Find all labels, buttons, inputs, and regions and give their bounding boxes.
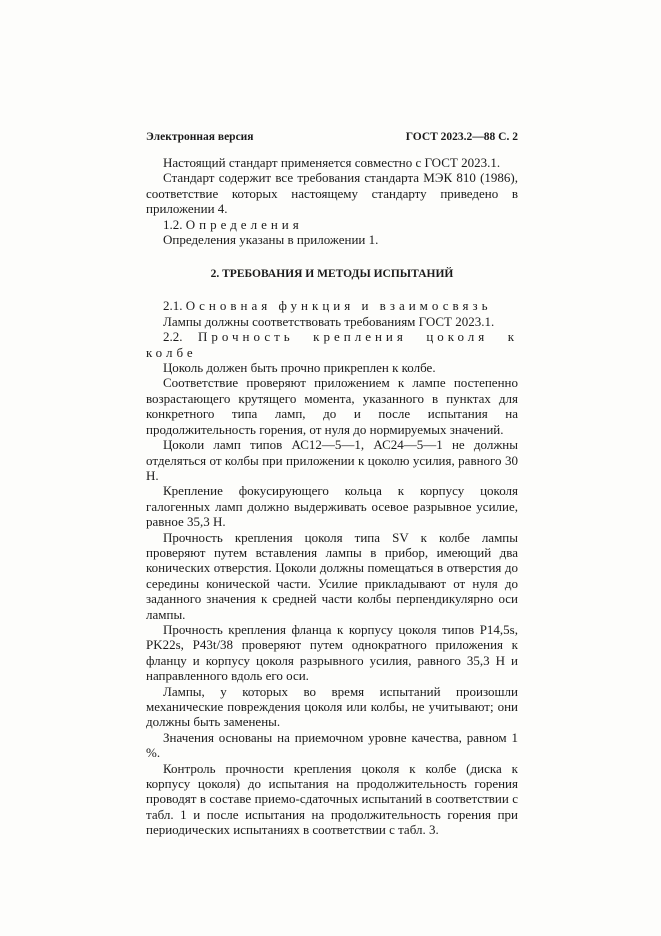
clause-2-2-paragraph: Соответствие проверяют приложением к лампе постепенно возрастающего крутящего момента, указанного в пунктах для конкретного типа ламп, до и после испытания на продолжительность горения, от нуля до нормируемых значений. [146, 375, 518, 437]
clause-2-2-paragraph: Цоколь должен быть прочно прикреплен к колбе. [163, 360, 436, 376]
clause-title: Прочность крепления цоколя к колбе [146, 329, 519, 360]
clause-number: 2.2. [163, 329, 183, 345]
running-header [146, 130, 518, 144]
clause-2-2-paragraph: Лампы, у которых во время испытаний произошли механические повреждения цоколя или колбы, не учитывают; они должны быть заменены. [146, 683, 518, 730]
clause-title: Определения [185, 216, 303, 232]
clause-2-2-heading [146, 329, 518, 360]
clause-2-2-paragraph: Прочность крепления цоколя типа SV к колбе лампы проверяют путем вставления лампы в прибор, имеющий два конических отверстия. Цоколи должны помещаться в отверстия до середины конической части. Усилие прикладывают от нуля до заданного значения к средней части колбы перпендикулярно оси лампы. [146, 529, 518, 622]
document-body [146, 155, 518, 838]
clause-number: 2.1. [163, 298, 183, 314]
clause-1-2-heading [146, 217, 518, 232]
clause-2-2-paragraph: Крепление фокусирующего кольца к корпусу цоколя галогенных ламп должно выдерживать осевое разрывное усилие, равное 35,3 Н. [146, 483, 518, 530]
clause-2-2-paragraph: Контроль прочности крепления цоколя к колбе (диска к корпусу цоколя) до испытания на продолжительность горения проводят в составе приемо-сдаточных испытаний в соответствии с табл. 1 и после испытания на продолжительность горения при периодических испытаниях в соответствии с табл. 3. [146, 760, 518, 838]
paragraph-intro-2: Стандарт содержит все требования стандарта МЭК 810 (1986), соответствие которых настоящему стандарту приведено в приложении 4. [146, 170, 518, 217]
clause-number: 1.2. [163, 216, 183, 232]
clause-2-2-paragraph: Значения основаны на приемочном уровне качества, равном 1 %. [146, 729, 518, 761]
clause-2-2-paragraph: Цоколи ламп типов АС12—5—1, АС24—5—1 не должны отделяться от колбы при приложении к цоколю усилия, равного 30 Н. [146, 437, 518, 483]
clause-1-2-text: Определения указаны в приложении 1. [163, 232, 379, 248]
header-edition-label: Электронная версия [146, 131, 254, 143]
section-2-heading: 2. ТРЕБОВАНИЯ И МЕТОДЫ ИСПЫТАНИЙ [210, 268, 454, 281]
paragraph-intro-1: Настоящий стандарт применяется совместно с ГОСТ 2023.1. [163, 155, 501, 170]
clause-title: Основная функция и взаимосвязь [185, 298, 492, 314]
clause-2-1-text: Лампы должны соответствовать требованиям ГОСТ 2023.1. [163, 313, 495, 329]
clause-2-2-paragraph: Прочность крепления фланца к корпусу цоколя типов P14,5s, PK22s, P43t/38 проверяют путем однократного приложения к фланцу и корпусу цоколя разрывного усилия, равного 35,3 Н и направленного вдоль его оси. [146, 621, 518, 684]
header-standard-page: ГОСТ 2023.2—88 С. 2 [405, 131, 518, 143]
clause-2-1-heading [146, 298, 518, 313]
